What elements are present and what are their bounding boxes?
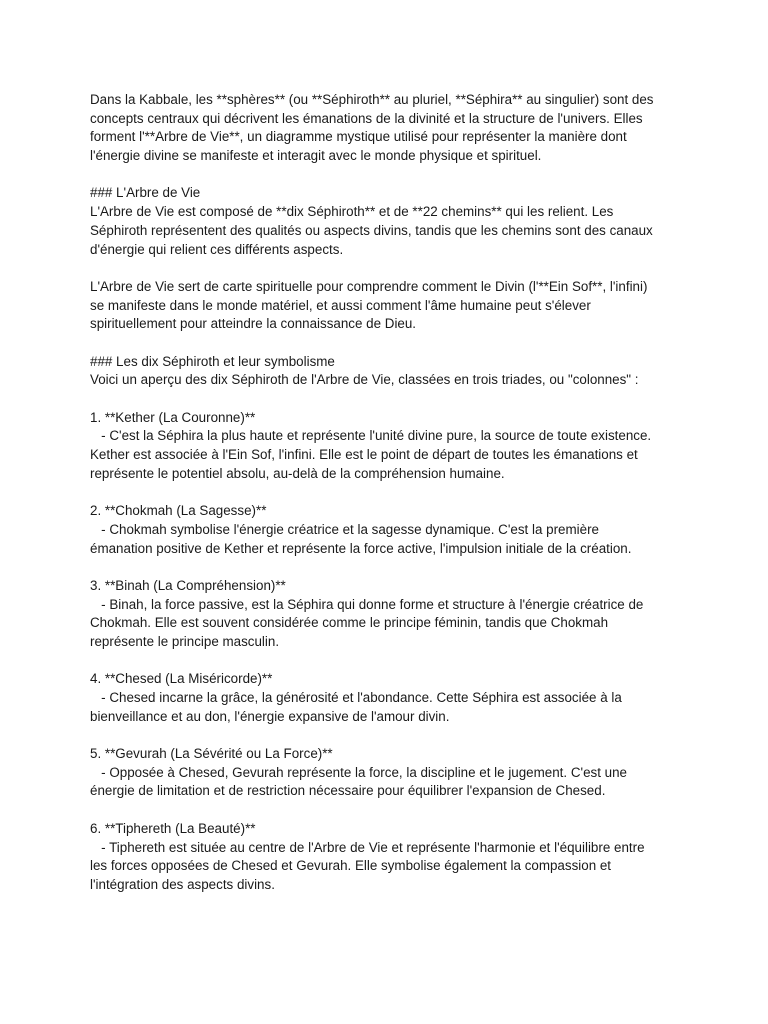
text-line: l'énergie divine se manifeste et interagit avec le monde physique et spirituel. [90, 148, 542, 164]
text-line: émanation positive de Kether et représente la force active, l'impulsion initiale de la création. [90, 540, 632, 556]
blank-line [90, 259, 690, 278]
text-line: - Binah, la force passive, est la Séphira qui donne forme et structure à l'énergie créatrice de [90, 596, 644, 612]
text-line: énergie de limitation et de restriction nécessaire pour équilibrer l'expansion de Chesed. [90, 783, 606, 799]
text-line: - Opposée à Chesed, Gevurah représente la force, la discipline et le jugement. C'est une [90, 764, 627, 780]
text-line: - Tiphereth est située au centre de l'Arbre de Vie et représente l'harmonie et l'équilibre entre [90, 839, 645, 855]
blank-line [90, 390, 690, 409]
text-line: forment l'**Arbre de Vie**, un diagramme mystique utilisé pour représenter la manière dont [90, 129, 627, 145]
text-line: L'Arbre de Vie sert de carte spirituelle pour comprendre comment le Divin (l'**Ein Sof**, l'infini) [90, 278, 648, 294]
text-line: - Chokmah symbolise l'énergie créatrice et la sagesse dynamique. C'est la première [90, 521, 599, 537]
text-line: ### Les dix Séphiroth et leur symbolisme [90, 353, 335, 369]
text-line: d'énergie qui relient ces différents aspects. [90, 241, 344, 257]
text-line: Voici un aperçu des dix Séphiroth de l'Arbre de Vie, classées en trois triades, ou "colonnes" : [90, 372, 639, 388]
text-line: l'intégration des aspects divins. [90, 876, 275, 892]
blank-line [90, 652, 690, 671]
blank-line [90, 334, 690, 353]
text-line: concepts centraux qui décrivent les émanations de la divinité et la structure de l'univers. Elles [90, 110, 643, 126]
text-line: - C'est la Séphira la plus haute et représente l'unité divine pure, la source de toute existence. [90, 428, 652, 444]
text-line: 1. **Kether (La Couronne)** [90, 409, 256, 425]
blank-line [90, 166, 690, 185]
text-line: les forces opposées de Chesed et Gevurah. Elle symbolise également la compassion et [90, 858, 612, 874]
text-line: 6. **Tiphereth (La Beauté)** [90, 820, 256, 836]
text-line: représente le potentiel absolu, au-delà de la compréhension humaine. [90, 465, 505, 481]
document-body [90, 91, 690, 895]
text-line: Séphiroth représentent des qualités ou aspects divins, tandis que les chemins sont des canaux [90, 222, 653, 238]
blank-line [90, 483, 690, 502]
text-line: bienveillance et au don, l'énergie expansive de l'amour divin. [90, 708, 450, 724]
text-line: ### L'Arbre de Vie [90, 185, 201, 201]
text-line: 5. **Gevurah (La Sévérité ou La Force)** [90, 746, 333, 762]
text-line: représente le principe masculin. [90, 633, 280, 649]
text-line: 3. **Binah (La Compréhension)** [90, 577, 286, 593]
blank-line [90, 726, 690, 745]
text-line: Kether est associée à l'Ein Sof, l'infini. Elle est le point de départ de toutes les émanations et [90, 447, 638, 463]
text-line: Dans la Kabbale, les **sphères** (ou **Séphiroth** au pluriel, **Séphira** au singulier) sont des [90, 92, 654, 107]
blank-line [90, 801, 690, 820]
text-line: 4. **Chesed (La Miséricorde)** [90, 671, 273, 687]
text-line: 2. **Chokmah (La Sagesse)** [90, 503, 267, 519]
text-line: se manifeste dans le monde matériel, et aussi comment l'âme humaine peut s'élever [90, 297, 591, 313]
text-line: Chokmah. Elle est souvent considérée comme le principe féminin, tandis que Chokmah [90, 615, 609, 631]
text-line: - Chesed incarne la grâce, la générosité et l'abondance. Cette Séphira est associée à la [90, 690, 622, 705]
blank-line [90, 558, 690, 577]
text-line: spirituellement pour atteindre la connaissance de Dieu. [90, 316, 417, 332]
text-line: L'Arbre de Vie est composé de **dix Séphiroth** et de **22 chemins** qui les relient. Les [90, 204, 614, 220]
